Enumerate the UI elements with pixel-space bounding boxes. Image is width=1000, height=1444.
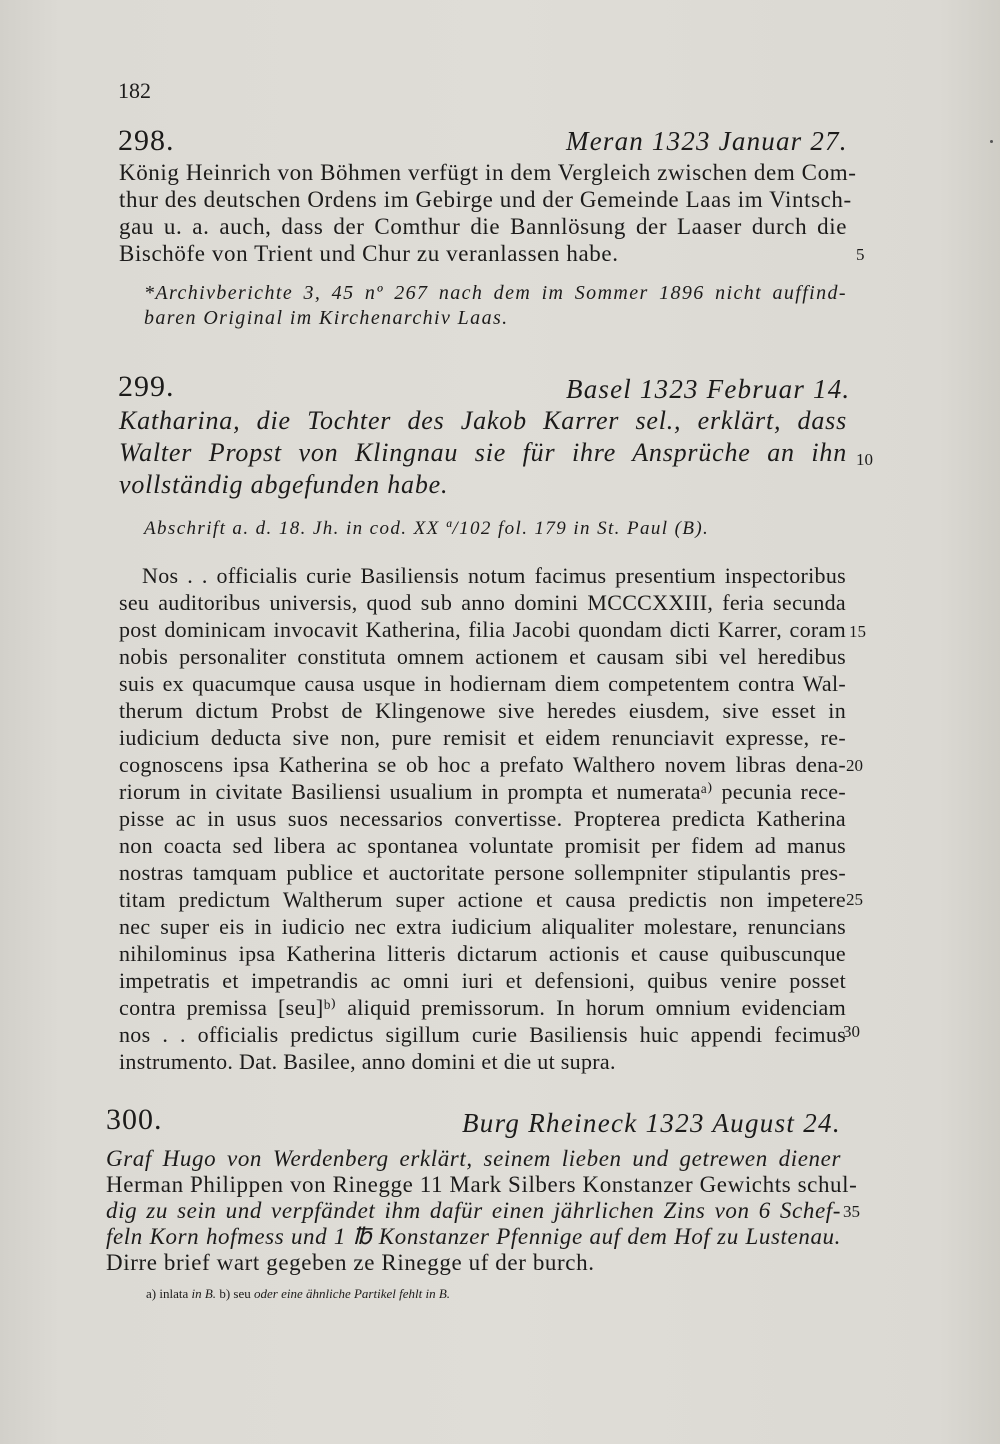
text-line: riorum in civitate Basiliensi usualium in prompta et numerataᵃ⁾ pecunia rece- <box>119 779 846 804</box>
regest-line: Graf Hugo von Werdenberg erklärt, seinem lieben und getrewen diener <box>106 1146 841 1171</box>
line-number: 10 <box>856 450 873 469</box>
source-line: baren Original im Kirchenarchiv Laas. <box>144 307 509 329</box>
footnote-b-mark: b) <box>219 1286 231 1301</box>
regest-line: Herman Philippen von Rinegge 11 Mark Silbers Konstanzer Gewichts schul- <box>106 1172 858 1197</box>
entry-place-date-300: Burg Rheineck 1323 August 24. <box>462 1108 841 1138</box>
text-line: contra premissa [seu]ᵇ⁾ aliquid premissorum. In horum omnium evidenciam <box>119 995 846 1020</box>
text-line: post dominicam invocavit Katherina, filia Jacobi quondam dicti Karrer, coram <box>119 617 846 642</box>
text-line: therum dictum Probst de Klingenowe sive heredes eiusdem, sive esset in <box>119 698 846 723</box>
entry-source-299: Abschrift a. d. 18. Jh. in cod. XX ª/102 fol. 179 in St. Paul (B). <box>144 518 710 539</box>
text-line: nobis personaliter constituta omnem actionem et causam sibi vel heredibus <box>119 644 846 669</box>
text-line: non coacta sed libera ac spontanea voluntate promisit per fidem ad manus <box>119 833 846 858</box>
regest-line: gau u. a. auch, dass der Comthur die Bannlösung der Laaser durch die <box>119 214 847 239</box>
footnote-a-mark: a) <box>146 1286 157 1301</box>
entry-place-date-299: Basel 1323 Februar 14. <box>566 374 851 404</box>
regest-line: dig zu sein und verpfändet ihm dafür einen jährlichen Zins von 6 Schef- <box>106 1198 841 1223</box>
entry-number-299: 299. <box>118 370 175 403</box>
text-line: nihilominus ipsa Katherina litteris dictarum actionis et cause quibuscunque <box>119 941 846 966</box>
text-line: iudicium deducta sive non, pure remisit et eidem renunciavit expresse, re- <box>119 725 846 750</box>
footnote-b-suffix: oder eine ähnliche Partikel fehlt in B. <box>254 1286 451 1301</box>
entry-number-298: 298. <box>118 124 175 157</box>
footnote-a-text: inlata <box>159 1286 189 1301</box>
footnote-a-suffix: in B. <box>191 1286 217 1301</box>
source-line: *Archivberichte 3, 45 nº 267 nach dem im Sommer 1896 nicht auffind- <box>144 282 847 304</box>
text-line: impetratis et impetrandis ac omni iuri et defensioni, quibus venire posset <box>119 968 846 993</box>
text-line: titam predictum Waltherum super actione et causa predictis non impetere <box>119 887 846 912</box>
regest-line: Walter Propst von Klingnau sie für ihre Ansprüche an ihn <box>119 438 847 467</box>
footnote-b-text: seu <box>233 1286 251 1301</box>
line-number: 25 <box>846 890 863 909</box>
text-line: Nos . . officialis curie Basiliensis notum facimus presentium inspectoribus <box>142 563 846 588</box>
text-line: nos . . officialis predictus sigillum curie Basiliensis huic appendi fecimus <box>119 1022 846 1047</box>
line-number: 30 <box>843 1022 860 1041</box>
regest-line: Dirre brief wart gegeben ze Rinegge uf der burch. <box>106 1250 595 1275</box>
margin-speck <box>990 140 993 143</box>
line-number: 15 <box>849 622 866 641</box>
regest-line: thur des deutschen Ordens im Gebirge und der Gemeinde Laas im Vintsch- <box>119 187 852 212</box>
footnotes <box>146 1286 450 1302</box>
text-line: instrumento. Dat. Basilee, anno domini et die ut supra. <box>119 1049 616 1074</box>
text-line: pisse ac in usus suos necessarios convertisse. Propterea predicta Katherina <box>119 806 846 831</box>
regest-line: Katharina, die Tochter des Jakob Karrer sel., erklärt, dass <box>119 406 847 435</box>
line-number: 5 <box>856 245 865 264</box>
text-line: cognoscens ipsa Katherina se ob hoc a prefato Walthero novem libras dena- <box>119 752 846 777</box>
entry-place-date-298: Meran 1323 Januar 27. <box>566 126 848 156</box>
page-number: 182 <box>118 78 151 103</box>
entry-number-300: 300. <box>106 1103 163 1136</box>
regest-line: feln Korn hofmess und 1 ℔ Konstanzer Pfennige auf dem Hof zu Lustenau. <box>106 1224 841 1249</box>
text-line: seu auditoribus universis, quod sub anno domini MCCCXXIII, feria secunda <box>119 590 846 615</box>
regest-line: vollständig abgefunden habe. <box>119 470 449 499</box>
regest-line: König Heinrich von Böhmen verfügt in dem Vergleich zwischen dem Com- <box>119 160 857 185</box>
text-line: nec super eis in iudicio nec extra iudicium aliqualiter molestare, renuncians <box>119 914 846 939</box>
text-line: nostras tamquam publice et auctoritate persone sollempniter stipulantis pres- <box>119 860 846 885</box>
line-number: 20 <box>846 756 863 775</box>
line-number: 35 <box>843 1202 860 1221</box>
text-line: suis ex quacumque causa usque in hodiernam diem competentem contra Wal- <box>119 671 846 696</box>
regest-line: Bischöfe von Trient und Chur zu veranlassen habe. <box>119 241 619 266</box>
